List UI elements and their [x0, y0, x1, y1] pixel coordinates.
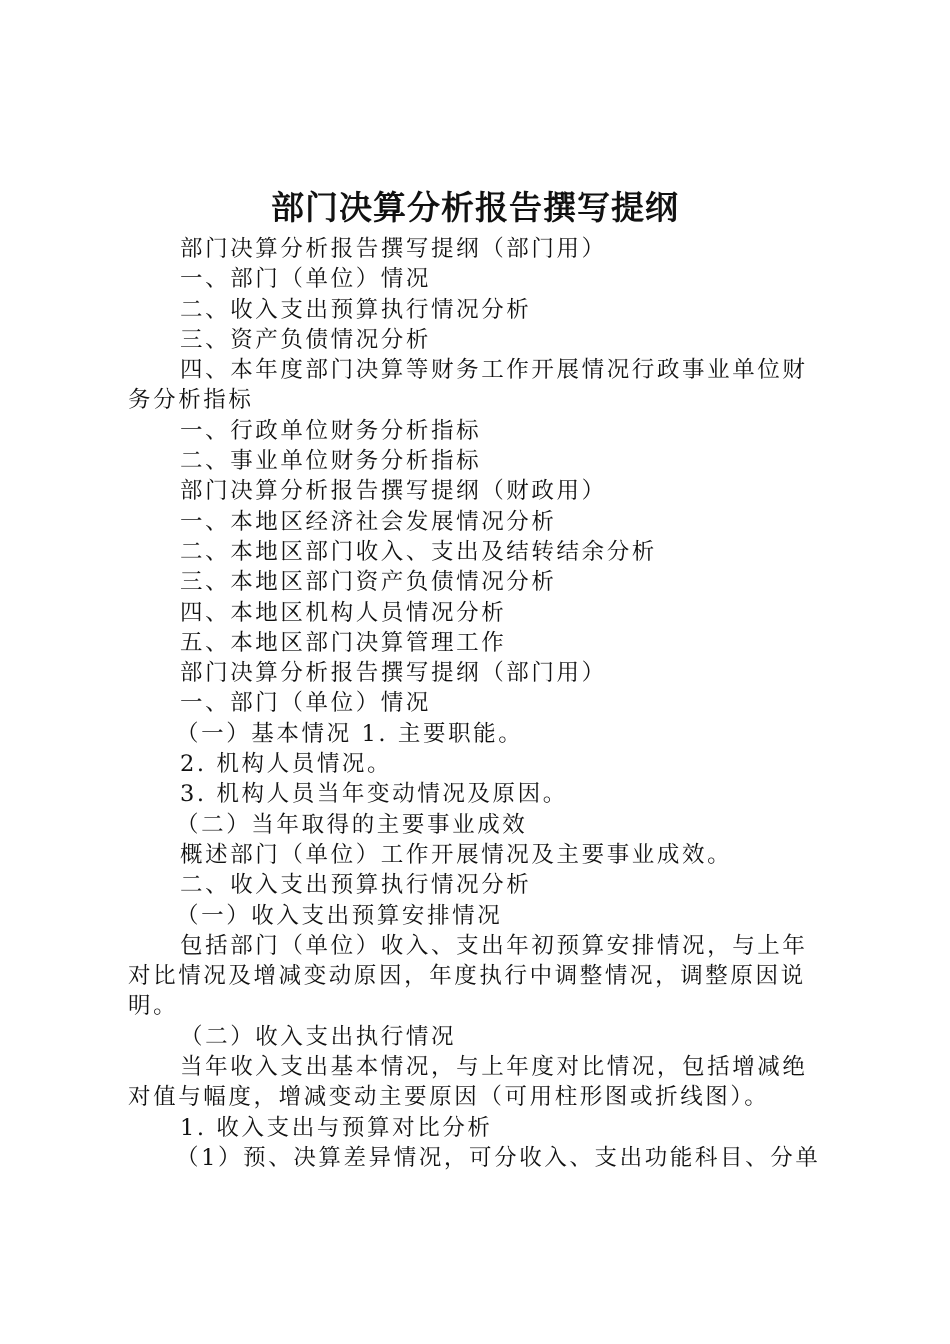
paragraph: 部门决算分析报告撰写提纲（部门用） — [180, 236, 607, 262]
paragraph: 二、事业单位财务分析指标 — [180, 448, 482, 475]
paragraph: （二）收入支出执行情况 — [180, 1023, 457, 1050]
document-body — [128, 234, 832, 1173]
paragraph: 二、收入支出预算执行情况分析 — [180, 296, 532, 323]
paragraph: 四、本年度部门决算等财务工作开展情况行政事业单位财务分析指标 — [128, 357, 808, 414]
paragraph: 包括部门（单位）收入、支出年初预算安排情况，与上年对比情况及增减变动原因，年度执行中调整情况，调整原因说明。 — [128, 932, 808, 1020]
paragraph: 三、本地区部门资产负债情况分析 — [180, 569, 557, 596]
paragraph: 1. 收入支出与预算对比分析 — [180, 1114, 493, 1141]
paragraph: （1）预、决算差异情况，可分收入、支出功能科目、分单 — [176, 1144, 821, 1171]
paragraph: 二、收入支出预算执行情况分析 — [180, 872, 532, 899]
paragraph: （一）收入支出预算安排情况 — [176, 902, 503, 929]
paragraph: 一、行政单位财务分析指标 — [180, 417, 482, 444]
paragraph: 一、部门（单位）情况 — [180, 266, 432, 293]
paragraph: 部门决算分析报告撰写提纲（部门用） — [180, 660, 607, 687]
paragraph: 概述部门（单位）工作开展情况及主要事业成效。 — [180, 841, 733, 868]
paragraph: 2. 机构人员情况。 — [180, 751, 393, 778]
paragraph: 当年收入支出基本情况，与上年度对比情况，包括增减绝对值与幅度，增减变动主要原因（可用柱形图或折线图）。 — [128, 1054, 808, 1111]
paragraph: 部门决算分析报告撰写提纲（财政用） — [180, 478, 607, 505]
paragraph: 一、部门（单位）情况 — [180, 690, 432, 717]
paragraph: 3. 机构人员当年变动情况及原因。 — [180, 781, 568, 808]
document-title: 部门决算分析报告撰写提纲 — [271, 188, 679, 227]
paragraph: （二）当年取得的主要事业成效 — [176, 811, 528, 838]
paragraph: 三、资产负债情况分析 — [180, 326, 432, 353]
paragraph: （一）基本情况 1. 主要职能。 — [176, 720, 524, 747]
paragraph: 一、本地区经济社会发展情况分析 — [180, 508, 557, 535]
paragraph: 四、本地区机构人员情况分析 — [180, 599, 507, 626]
paragraph: 二、本地区部门收入、支出及结转结余分析 — [180, 538, 657, 565]
paragraph: 五、本地区部门决算管理工作 — [180, 629, 507, 656]
